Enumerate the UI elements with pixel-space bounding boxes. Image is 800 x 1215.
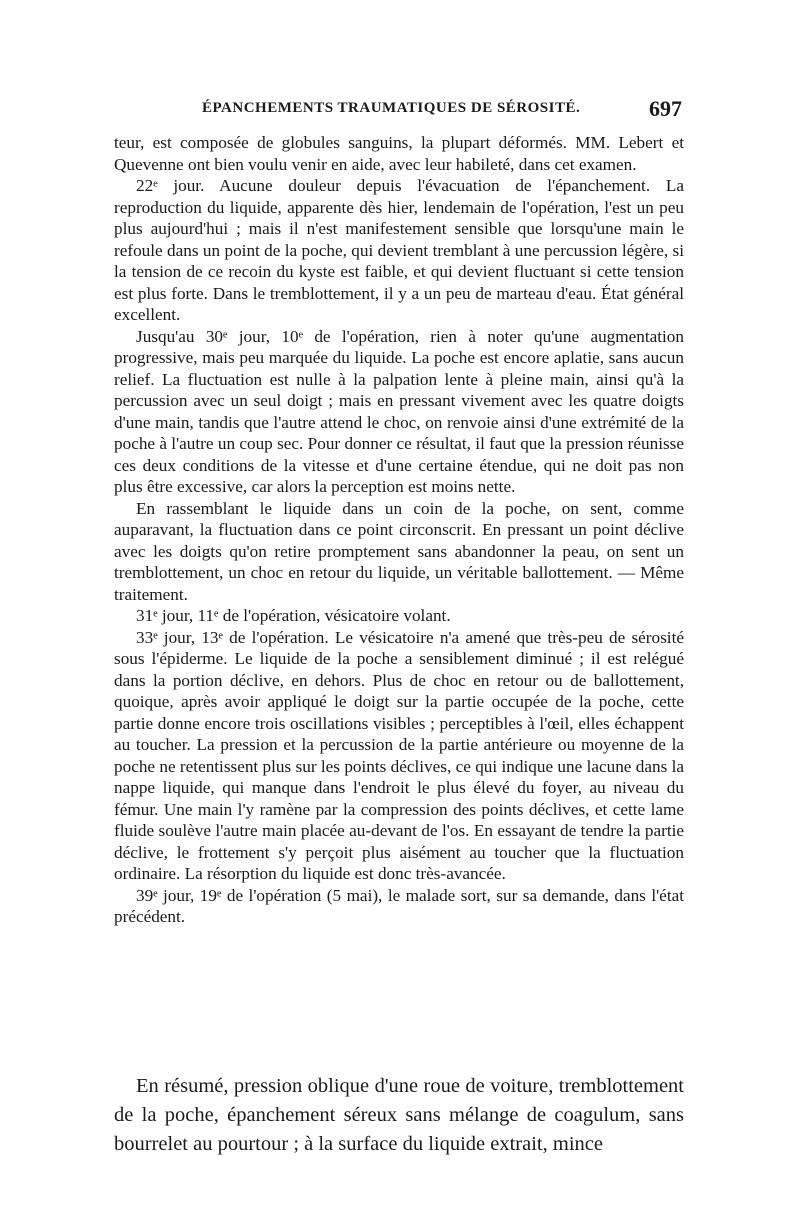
summary-paragraph: En résumé, pression oblique d'une roue de voiture, tremblottement de la poche, épanchement séreux sans mélange de coagulum, sans bourrelet au pourtour ; à la surface du liquide extrait, mince <box>114 1075 684 1155</box>
paragraph-day-33: 33ᵉ jour, 13ᵉ de l'opération. Le vésicatoire n'a amené que très-peu de sérosité sous l'épiderme. Le liquide de la poche a sensiblement diminué ; il est relégué dans la portion déclive, en dehors. Plus de choc en retour ou de ballottement, quoique, après avoir appliqué le doigt sur la partie occupée de la poche, cette partie donne encore trois oscillations visibles ; perceptibles à l'œil, elles échappent au toucher. La pression et la percussion de la partie antérieure ou moyenne de la poche ne retentissent plus sur les points déclives, ce qui indique une lacune dans la nappe liquide, qui manque dans l'endroit le plus élevé du foyer, au niveau du fémur. Une main l'y ramène par la compression des points déclives, et cette lame fluide soulève l'autre main placée au-devant de l'os. En essayant de tendre la partie déclive, le frottement s'y perçoit plus aisément au toucher que la fluctuation ordinaire. La résorption du liquide est donc très-avancée. <box>114 627 684 883</box>
running-title: ÉPANCHEMENTS TRAUMATIQUES DE SÉROSITÉ. <box>202 100 581 116</box>
paragraph-continuation: teur, est composée de globules sanguins, la plupart déformés. MM. Lebert et Quevenne ont bien voulu venir en aide, avec leur habileté, dans cet examen. <box>114 133 684 174</box>
paragraph-day-31: 31ᵉ jour, 11ᵉ de l'opération, vésicatoire volant. <box>136 606 451 625</box>
page-number: 697 <box>649 96 682 121</box>
paragraph-day-22: 22ᵉ jour. Aucune douleur depuis l'évacuation de l'épanchement. La reproduction du liquide, apparente dès hier, lendemain de l'opération, l'est un peu plus aujourd'hui ; mais il n'est manifestement sensible que lorsqu'une main le refoule dans un point de la poche, qui devient tremblant à une percussion légère, si la tension de ce recoin du kyste est faible, et qui devient fluctuant si cette tension est plus forte. Dans le tremblottement, il y a un peu de marteau d'eau. État général excellent. <box>114 176 684 324</box>
paragraph-day-39: 39ᵉ jour, 19ᵉ de l'opération (5 mai), le malade sort, sur sa demande, dans l'état précédent. <box>114 885 684 926</box>
summary-section <box>114 1072 684 1159</box>
paragraph-day-30: Jusqu'au 30ᵉ jour, 10ᵉ de l'opération, rien à noter qu'une augmentation progressive, mais peu marquée du liquide. La poche est encore aplatie, sans aucun relief. La fluctuation est nulle à la palpation lente à pleine main, ainsi qu'à la percussion avec un seul doigt ; mais en pressant vivement avec les quatre doigts d'une main, tandis que l'autre attend le choc, on renvoie ainsi d'une extrémité de la poche à l'autre un coup sec. Pour donner ce résultat, il faut que la pression réunisse ces deux conditions de la vitesse et d'une certaine étendue, qui ne doit pas non plus être excessive, car alors la perception est moins nette. <box>114 326 684 496</box>
page-header <box>112 96 682 128</box>
body-text <box>114 132 684 928</box>
paragraph-fluctuation: En rassemblant le liquide dans un coin de la poche, on sent, comme auparavant, la fluctuation dans ce point circonscrit. En pressant un point déclive avec les doigts qu'on retire promptement sans abandonner la peau, on sent un tremblottement, un choc en retour du liquide, un véritable ballottement. — Même traitement. <box>114 498 684 604</box>
